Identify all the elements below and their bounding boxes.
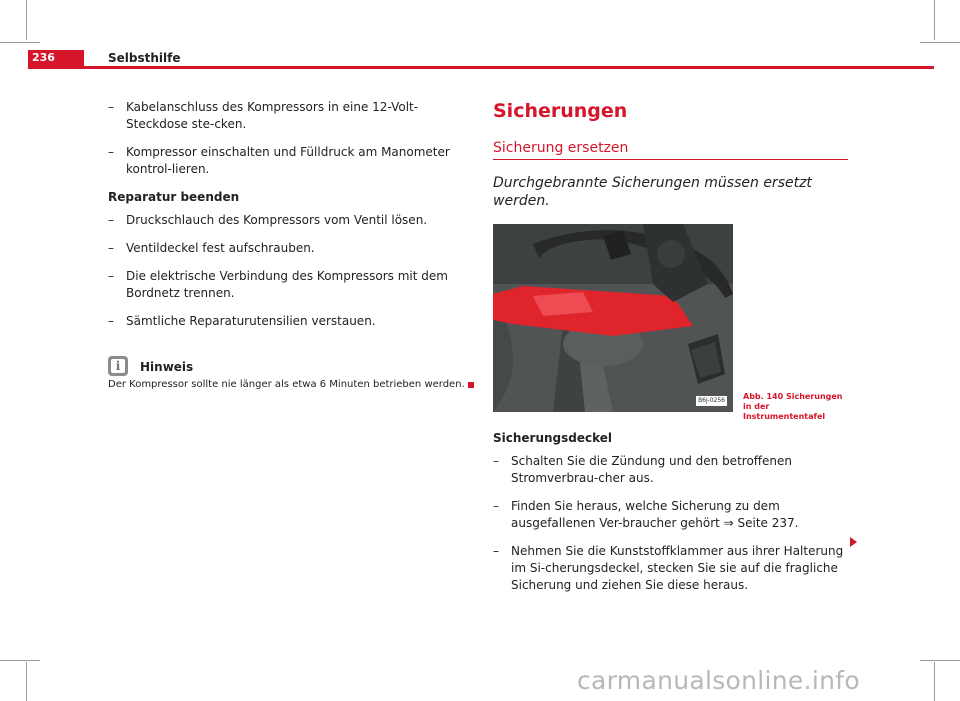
right-column [493,99,848,605]
list-dash: – [108,269,114,283]
crop-mark [0,42,40,43]
list-item [493,453,848,487]
left-column [108,99,468,392]
list-item-text: Die elektrische Verbindung des Kompressors mit dem Bordnetz trennen. [126,269,448,300]
list-dash: – [108,241,114,255]
subheading-rule [493,159,848,160]
list-item [493,543,848,594]
section-intro: Durchgebrannte Sicherungen müssen ersetzt werden. [493,175,812,209]
dashboard-illustration [493,224,733,412]
list-item-text: Nehmen Sie die Kunststoffklammer aus ihrer Halterung im Si-cherungsdeckel, stecken Sie sie auf die fragliche Sicherung und ziehen Sie diese heraus. [511,544,844,592]
list-item-text: Sämtliche Reparaturutensilien verstauen. [126,314,376,328]
list-dash: – [493,499,499,513]
note-text [108,378,468,392]
list-dash: – [108,145,114,159]
list-item [108,240,468,257]
list-dash: – [493,454,499,468]
list-dash: – [108,314,114,328]
figure-fuse-panel [493,224,843,421]
crop-mark [920,660,960,661]
continue-arrow-icon [850,537,857,547]
list-item [108,313,468,330]
info-icon-glyph: i [111,359,125,373]
list-item [493,498,848,532]
note-title: Hinweis [140,360,194,374]
list-item [108,212,468,229]
crop-mark [920,42,960,43]
crop-mark [0,660,40,661]
list-item-text: Druckschlauch des Kompressors vom Ventil lösen. [126,213,428,227]
page-number: 236 [28,50,84,66]
watermark: carmanualsonline.info [577,666,860,695]
section-label: Sicherungsdeckel [493,431,613,445]
section-subheading: Reparatur beenden [108,190,240,204]
list-item-text: Kabelanschluss des Kompressors in eine 12-Volt-Steckdose ste-cken. [126,100,419,131]
list-dash: – [493,544,499,558]
list-item-text: Schalten Sie die Zündung und den betroffenen Stromverbrau-cher aus. [511,454,793,485]
crop-mark [934,0,935,40]
note-header [108,356,468,376]
list-item-text: Kompressor einschalten und Fülldruck am Manometer kontrol-lieren. [126,145,450,176]
list-item-text: Finden Sie heraus, welche Sicherung zu dem ausgefallenen Ver-braucher gehört ⇒ Seite 237. [511,499,799,530]
crop-mark [934,662,935,701]
crop-mark [26,0,27,40]
section-end-marker-icon [468,382,474,388]
fuse-steps [493,430,848,594]
list-item-text: Ventildeckel fest aufschrauben. [126,241,315,255]
list-item [108,144,468,178]
header-rule [28,66,934,69]
info-icon [108,356,128,376]
note-body: Der Kompressor sollte nie länger als etwa 6 Minuten betrieben werden. [108,379,465,390]
list-item [108,99,468,133]
list-dash: – [108,213,114,227]
list-item [108,268,468,302]
figure-caption: Abb. 140 Sicherungen in der Instrumententafel [743,392,843,421]
list-dash: – [108,100,114,114]
crop-mark [26,662,27,701]
section-subheading: Sicherung ersetzen [493,140,629,156]
page-title: Selbsthilfe [108,51,181,65]
figure-code: B6J-0256 [698,397,725,404]
section-heading: Sicherungen [493,100,628,122]
